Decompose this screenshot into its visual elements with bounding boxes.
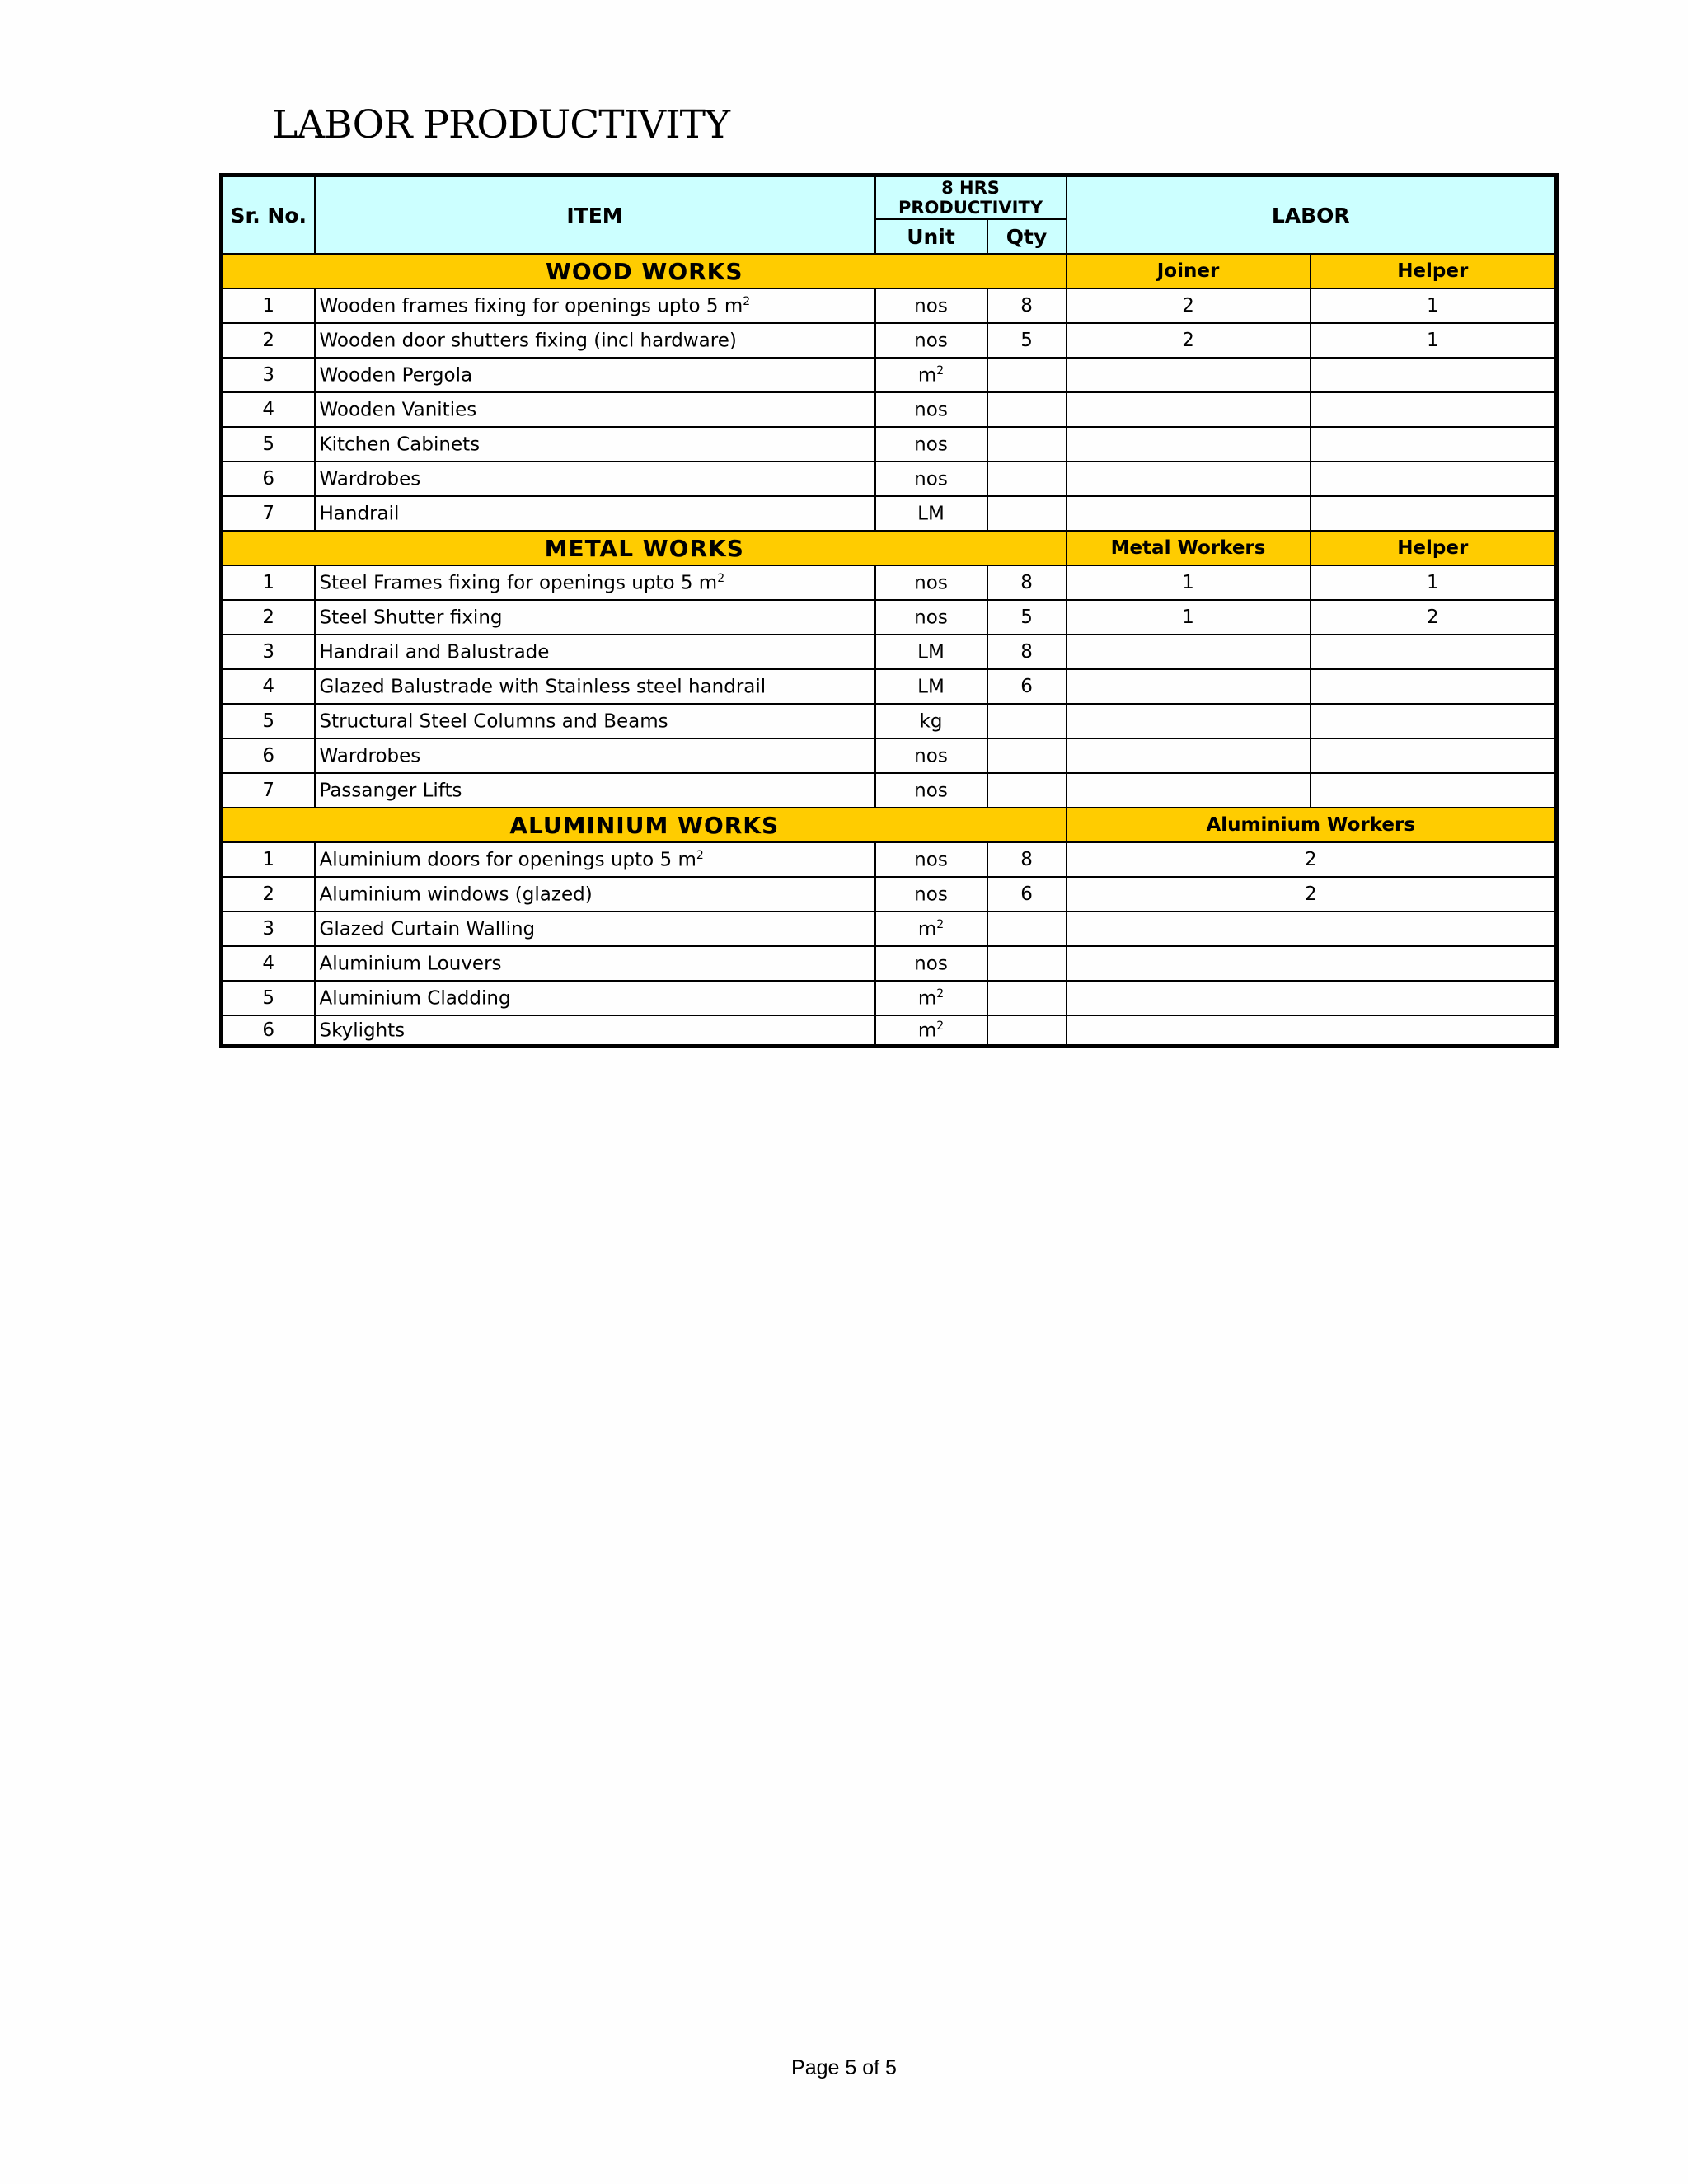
unit-cell-text: m: [917, 987, 937, 1010]
unit-cell-text: m: [917, 364, 937, 387]
sr-no-cell: 1: [222, 565, 315, 600]
table-row: [222, 877, 1557, 912]
item-cell: [315, 877, 875, 912]
item-cell-text: Kitchen Cabinets: [319, 434, 481, 456]
item-cell: [315, 427, 875, 462]
table-row: [222, 427, 1557, 462]
item-cell-text: Aluminium Cladding: [319, 987, 511, 1010]
labor-cell: [1067, 427, 1311, 462]
labor-cell: [1311, 392, 1557, 427]
sr-no-cell: 5: [222, 981, 315, 1015]
page-title: LABOR PRODUCTIVITY: [272, 102, 730, 148]
item-cell: [315, 738, 875, 773]
item-cell-text: Wooden Vanities: [319, 399, 477, 421]
sr-no-cell: 6: [222, 462, 315, 496]
superscript: 2: [743, 294, 751, 308]
labor-cell: [1311, 427, 1557, 462]
superscript: 2: [696, 848, 704, 862]
section-title: METAL WORKS: [222, 531, 1067, 565]
table-row: [222, 323, 1557, 358]
unit-cell: [875, 842, 987, 877]
table-row: [222, 496, 1557, 531]
item-cell-text: Structural Steel Columns and Beams: [319, 710, 668, 733]
unit-cell: [875, 600, 987, 635]
qty-cell: [987, 462, 1067, 496]
sr-no-cell: 1: [222, 842, 315, 877]
table-row: [222, 669, 1557, 704]
unit-cell-text: LM: [917, 503, 945, 525]
unit-cell-text: nos: [914, 399, 948, 421]
labor-productivity-table: [219, 173, 1559, 1048]
item-cell: [315, 635, 875, 669]
labor-cell: [1067, 912, 1557, 946]
item-cell: [315, 704, 875, 738]
unit-cell-text: kg: [919, 710, 943, 733]
unit-cell: [875, 773, 987, 808]
labor-cell: 1: [1311, 323, 1557, 358]
labor-column-header: Helper: [1311, 254, 1557, 288]
qty-cell: [987, 946, 1067, 981]
header-item: ITEM: [315, 176, 875, 255]
table-row: [222, 600, 1557, 635]
table-row: [222, 946, 1557, 981]
unit-cell: [875, 392, 987, 427]
labor-cell: [1311, 773, 1557, 808]
unit-cell: [875, 427, 987, 462]
labor-cell: 1: [1311, 565, 1557, 600]
labor-cell: [1067, 358, 1311, 392]
labor-cell: [1067, 773, 1311, 808]
item-cell-text: Wardrobes: [319, 468, 421, 490]
labor-column-header: Joiner: [1067, 254, 1311, 288]
qty-cell: 8: [987, 565, 1067, 600]
sr-no-cell: 6: [222, 1015, 315, 1047]
unit-cell-text: nos: [914, 883, 948, 906]
sr-no-cell: 7: [222, 496, 315, 531]
table-row: [222, 462, 1557, 496]
unit-cell: [875, 877, 987, 912]
unit-cell-text: nos: [914, 468, 948, 490]
superscript: 2: [936, 917, 945, 931]
qty-cell: [987, 392, 1067, 427]
table-row: [222, 358, 1557, 392]
labor-column-header: Aluminium Workers: [1067, 808, 1557, 842]
unit-cell-text: m: [917, 918, 937, 940]
header-productivity-line2: PRODUCTIVITY: [898, 198, 1043, 218]
labor-cell: [1311, 738, 1557, 773]
section-header-wood: [222, 254, 1557, 288]
unit-cell-text: nos: [914, 330, 948, 352]
item-cell: [315, 392, 875, 427]
unit-cell-text: nos: [914, 295, 948, 317]
item-cell: [315, 565, 875, 600]
sr-no-cell: 5: [222, 427, 315, 462]
unit-cell: [875, 462, 987, 496]
section-title: WOOD WORKS: [222, 254, 1067, 288]
header-productivity-line1: 8 HRS: [941, 177, 1000, 198]
unit-cell: [875, 669, 987, 704]
table-row: [222, 565, 1557, 600]
item-cell: [315, 358, 875, 392]
qty-cell: [987, 427, 1067, 462]
sr-no-cell: 1: [222, 288, 315, 323]
unit-cell: [875, 1015, 987, 1047]
labor-cell: 2: [1067, 877, 1557, 912]
table-row: [222, 704, 1557, 738]
unit-cell: [875, 704, 987, 738]
table-row: [222, 1015, 1557, 1047]
item-cell: [315, 600, 875, 635]
sr-no-cell: 3: [222, 912, 315, 946]
unit-cell-text: nos: [914, 849, 948, 871]
item-cell: [315, 669, 875, 704]
unit-cell-text: nos: [914, 953, 948, 975]
header-row: [222, 176, 1557, 220]
qty-cell: 8: [987, 288, 1067, 323]
qty-cell: 5: [987, 600, 1067, 635]
superscript: 2: [936, 1019, 945, 1033]
labor-cell: [1067, 392, 1311, 427]
item-cell: [315, 496, 875, 531]
item-cell: [315, 773, 875, 808]
unit-cell-text: m: [917, 1019, 937, 1042]
qty-cell: 8: [987, 842, 1067, 877]
header-unit: Unit: [875, 219, 987, 254]
sr-no-cell: 2: [222, 877, 315, 912]
table-row: [222, 288, 1557, 323]
qty-cell: [987, 773, 1067, 808]
table-row: [222, 392, 1557, 427]
item-cell: [315, 946, 875, 981]
item-cell-text: Wooden door shutters fixing (incl hardware): [319, 330, 737, 352]
table-row: [222, 773, 1557, 808]
sr-no-cell: 5: [222, 704, 315, 738]
qty-cell: [987, 981, 1067, 1015]
unit-cell-text: nos: [914, 434, 948, 456]
qty-cell: 6: [987, 877, 1067, 912]
unit-cell: [875, 946, 987, 981]
labor-column-header: Metal Workers: [1067, 531, 1311, 565]
labor-cell: 2: [1067, 288, 1311, 323]
qty-cell: 8: [987, 635, 1067, 669]
labor-cell: [1067, 738, 1311, 773]
labor-cell: 1: [1067, 600, 1311, 635]
header-productivity: [875, 176, 1067, 220]
labor-cell: [1067, 946, 1557, 981]
table-row: [222, 912, 1557, 946]
item-cell-text: Skylights: [319, 1019, 406, 1042]
unit-cell: [875, 323, 987, 358]
labor-cell: 1: [1311, 288, 1557, 323]
labor-cell: [1311, 635, 1557, 669]
section-header-aluminium: [222, 808, 1557, 842]
labor-cell: [1311, 462, 1557, 496]
item-cell: [315, 323, 875, 358]
labor-cell: [1311, 496, 1557, 531]
sr-no-cell: 4: [222, 669, 315, 704]
item-cell-text: Handrail and Balustrade: [319, 641, 550, 663]
item-cell: [315, 981, 875, 1015]
labor-cell: [1067, 669, 1311, 704]
sr-no-cell: 7: [222, 773, 315, 808]
table-row: [222, 635, 1557, 669]
unit-cell-text: LM: [917, 676, 945, 698]
item-cell: [315, 462, 875, 496]
section-title: ALUMINIUM WORKS: [222, 808, 1067, 842]
unit-cell: [875, 981, 987, 1015]
unit-cell-text: nos: [914, 780, 948, 802]
item-cell-text: Steel Shutter fixing: [319, 607, 503, 629]
qty-cell: [987, 704, 1067, 738]
item-cell: [315, 842, 875, 877]
qty-cell: [987, 1015, 1067, 1047]
unit-cell: [875, 496, 987, 531]
item-cell-text: Wooden frames fixing for openings upto 5 m: [319, 295, 743, 317]
unit-cell: [875, 635, 987, 669]
unit-cell-text: nos: [914, 745, 948, 767]
unit-cell: [875, 738, 987, 773]
qty-cell: [987, 912, 1067, 946]
superscript: 2: [936, 987, 945, 1001]
labor-cell: 2: [1067, 842, 1557, 877]
sr-no-cell: 3: [222, 358, 315, 392]
unit-cell-text: LM: [917, 641, 945, 663]
table-row: [222, 738, 1557, 773]
sr-no-cell: 4: [222, 392, 315, 427]
item-cell-text: Aluminium windows (glazed): [319, 883, 593, 906]
labor-cell: 2: [1311, 600, 1557, 635]
table-row: [222, 981, 1557, 1015]
item-cell: [315, 1015, 875, 1047]
labor-cell: [1067, 635, 1311, 669]
sr-no-cell: 6: [222, 738, 315, 773]
qty-cell: [987, 738, 1067, 773]
superscript: 2: [936, 363, 945, 377]
item-cell-text: Passanger Lifts: [319, 780, 462, 802]
labor-cell: [1311, 358, 1557, 392]
labor-cell: [1067, 704, 1311, 738]
header-sr-no: Sr. No.: [222, 176, 315, 255]
qty-cell: [987, 496, 1067, 531]
unit-cell: [875, 358, 987, 392]
qty-cell: 5: [987, 323, 1067, 358]
sr-no-cell: 2: [222, 600, 315, 635]
unit-cell: [875, 288, 987, 323]
header-labor: LABOR: [1067, 176, 1557, 255]
item-cell-text: Glazed Balustrade with Stainless steel handrail: [319, 676, 767, 698]
labor-cell: [1067, 462, 1311, 496]
labor-cell: 1: [1067, 565, 1311, 600]
item-cell-text: Aluminium doors for openings upto 5 m: [319, 849, 696, 871]
header-qty: Qty: [987, 219, 1067, 254]
sr-no-cell: 2: [222, 323, 315, 358]
item-cell-text: Glazed Curtain Walling: [319, 918, 536, 940]
qty-cell: 6: [987, 669, 1067, 704]
labor-cell: [1311, 669, 1557, 704]
item-cell: [315, 912, 875, 946]
sr-no-cell: 4: [222, 946, 315, 981]
unit-cell: [875, 565, 987, 600]
labor-cell: 2: [1067, 323, 1311, 358]
item-cell-text: Wardrobes: [319, 745, 421, 767]
sr-no-cell: 3: [222, 635, 315, 669]
labor-column-header: Helper: [1311, 531, 1557, 565]
superscript: 2: [717, 571, 725, 585]
unit-cell: [875, 912, 987, 946]
unit-cell-text: nos: [914, 607, 948, 629]
labor-cell: [1067, 981, 1557, 1015]
table-row: [222, 842, 1557, 877]
labor-cell: [1311, 704, 1557, 738]
item-cell-text: Wooden Pergola: [319, 364, 473, 387]
section-header-metal: [222, 531, 1557, 565]
labor-cell: [1067, 496, 1311, 531]
item-cell-text: Handrail: [319, 503, 400, 525]
labor-cell: [1067, 1015, 1557, 1047]
qty-cell: [987, 358, 1067, 392]
item-cell-text: Aluminium Louvers: [319, 953, 502, 975]
item-cell-text: Steel Frames fixing for openings upto 5 m: [319, 572, 718, 594]
item-cell: [315, 288, 875, 323]
unit-cell-text: nos: [914, 572, 948, 594]
page-number: Page 5 of 5: [791, 2056, 897, 2079]
